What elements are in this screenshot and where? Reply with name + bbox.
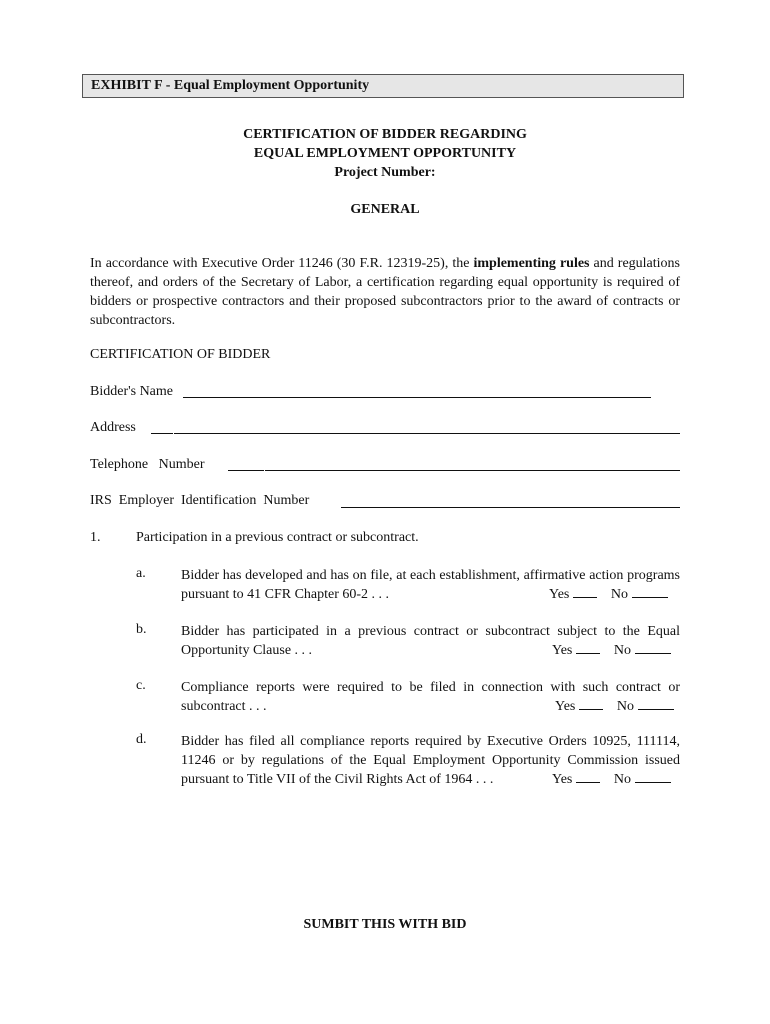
subitem-c-question: Compliance reports were required to be filed in connection with such contract or subcontract . . .: [181, 680, 680, 714]
telephone-field[interactable]: [265, 470, 680, 471]
subitem-a-answer: [549, 585, 668, 603]
telephone-label-text: Telephone Number: [90, 457, 205, 472]
subitem-a-no-label: No: [610, 587, 628, 602]
bidders-name-label: Bidder's Name: [90, 384, 174, 399]
subitem-d-no-blank[interactable]: [635, 770, 671, 783]
subitem-a-letter: a.: [136, 566, 146, 581]
intro-paragraph: [90, 254, 680, 330]
intro-text-start: In accordance with Executive Order 11246 (30 F.R. 12319-25), the: [90, 256, 474, 271]
submit-with-bid-note: SUMBIT THIS WITH BID: [303, 917, 467, 932]
irs-label: [90, 492, 309, 510]
title-line-2: EQUAL EMPLOYMENT OPPORTUNITY: [253, 146, 517, 161]
section-heading-general: GENERAL: [350, 202, 420, 217]
project-number-label: Project Number:: [334, 165, 436, 180]
subitem-c-no-label: No: [616, 699, 634, 714]
subitem-c-yes-label: Yes: [555, 699, 576, 714]
item-1-text: Participation in a previous contract or subcontract.: [136, 530, 419, 545]
subitem-d-letter: d.: [136, 732, 147, 747]
subitem-a-question: Bidder has developed and has on file, at each establishment, affirmative action programs pursuant to 41 CFR Chapter 60-2 . . .: [181, 568, 680, 602]
subitem-a-no-blank[interactable]: [632, 585, 668, 598]
subitem-b-letter: b.: [136, 622, 147, 637]
subitem-c-answer: [555, 697, 674, 715]
subitem-b-yes-label: Yes: [552, 643, 573, 658]
subitem-a-yes-blank[interactable]: [573, 585, 597, 598]
exhibit-header: EXHIBIT F - Equal Employment Opportunity: [82, 74, 684, 98]
subitem-a-yes-label: Yes: [549, 587, 570, 602]
irs-ein-field[interactable]: [341, 507, 680, 508]
subitem-b-yes-blank[interactable]: [576, 641, 600, 654]
subitem-b-no-label: No: [613, 643, 631, 658]
subitem-b-no-blank[interactable]: [635, 641, 671, 654]
telephone-label: [90, 456, 204, 474]
subitem-d-yes-blank[interactable]: [576, 770, 600, 783]
subitem-b-question: Bidder has participated in a previous contract or subcontract subject to the Equal Opportunity Clause . . .: [181, 624, 680, 658]
intro-text-end: and regulations thereof, and orders of the Secretary of Labor, a certification regarding equal opportunity is required of bidders or prospective contractors and their proposed subcontractors prior to the award of contracts or subcontractors.: [90, 256, 680, 328]
intro-bold-text: implementing rules: [473, 256, 590, 271]
subitem-c-yes-blank[interactable]: [579, 697, 603, 710]
telephone-field-lead: [228, 470, 264, 471]
address-field-lead: [151, 433, 173, 434]
subitem-d-yes-label: Yes: [552, 772, 573, 787]
bidders-name-field[interactable]: [183, 397, 651, 398]
irs-label-text: IRS Employer Identification Number: [90, 493, 310, 508]
subitem-d-no-label: No: [613, 772, 631, 787]
subitem-d-answer: [552, 770, 671, 788]
title-line-1: CERTIFICATION OF BIDDER REGARDING: [243, 127, 527, 142]
certification-heading: CERTIFICATION OF BIDDER: [90, 347, 271, 362]
subitem-d-question: Bidder has filed all compliance reports required by Executive Orders 10925, 111114, 11246 or by regulations of the Equal Employment Opportunity Commission issued pursuant to Title VII of the Civil Rights Act of 1964 . . .: [181, 734, 680, 787]
subitem-c-letter: c.: [136, 678, 146, 693]
subitem-b-answer: [552, 641, 671, 659]
item-1-number: 1.: [90, 530, 101, 545]
subitem-c-no-blank[interactable]: [638, 697, 674, 710]
address-field[interactable]: [174, 433, 680, 434]
address-label: Address: [90, 420, 136, 435]
